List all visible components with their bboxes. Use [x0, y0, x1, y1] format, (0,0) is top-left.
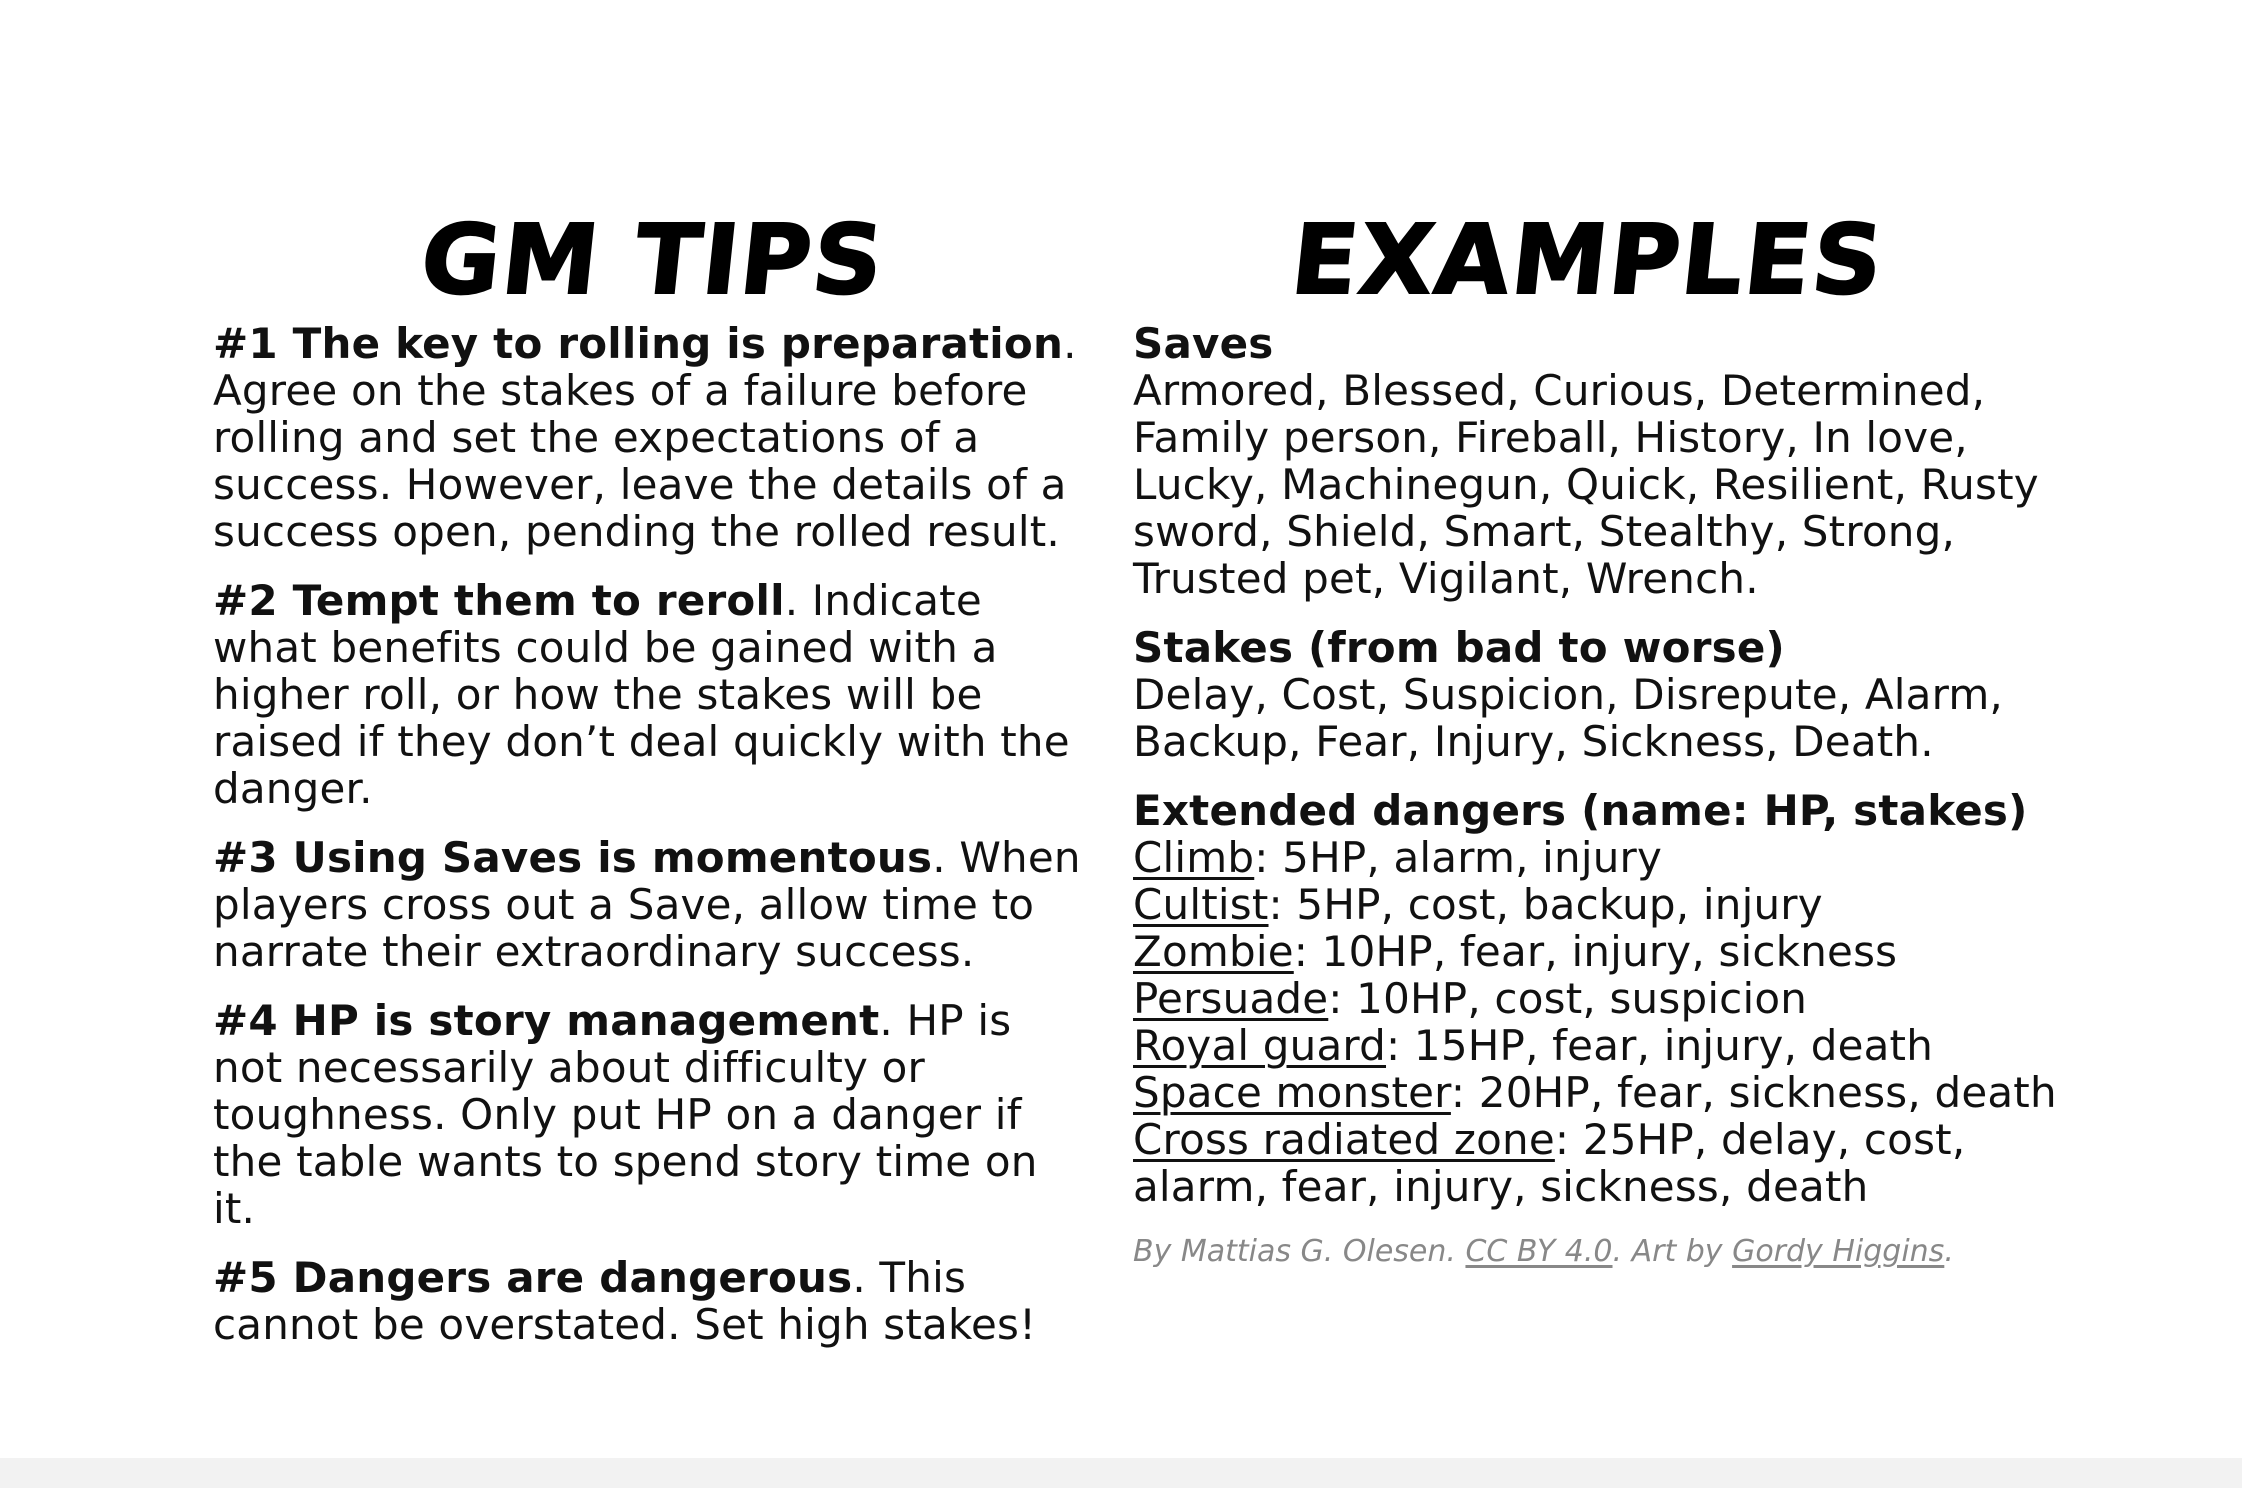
- danger-name: Cross radiated zone: [1133, 1115, 1555, 1164]
- danger-name: Climb: [1133, 833, 1255, 882]
- stakes-list: Delay, Cost, Suspicion, Disrepute, Alarm, Backup, Fear, Injury, Sickness, Death.: [1133, 670, 2003, 766]
- tip-1: [213, 320, 1093, 555]
- danger-climb: [1133, 834, 2063, 881]
- tip-4: [213, 997, 1093, 1232]
- credit-line: [1133, 1232, 2063, 1272]
- danger-space-monster: [1133, 1069, 2063, 1116]
- tip-5: [213, 1254, 1093, 1348]
- credit-suffix: .: [1944, 1234, 1954, 1269]
- saves-title: Saves: [1133, 319, 1274, 368]
- gm-tips-column: [213, 200, 1093, 1370]
- tip-body: . HP is not necessarily about difficulty or toughness. Only put HP on a danger if the table wants to spend story time on it.: [213, 996, 1038, 1233]
- danger-royal-guard: [1133, 1022, 2063, 1069]
- saves-section: [1133, 320, 2063, 602]
- stakes-title: Stakes (from bad to worse): [1133, 623, 1785, 672]
- tip-2: [213, 577, 1093, 812]
- tip-title: #4 HP is story management: [213, 996, 880, 1045]
- danger-detail: : 15HP, fear, injury, death: [1386, 1021, 1934, 1070]
- tip-body: . Indicate what benefits could be gained with a higher roll, or how the stakes will be raised if they don’t deal quickly with the danger.: [213, 576, 1070, 813]
- tip-body: . Agree on the stakes of a failure before rolling and set the expectations of a success. However, leave the details of a success open, pending the rolled result.: [213, 319, 1077, 556]
- credit-prefix: By Mattias G. Olesen.: [1133, 1234, 1466, 1269]
- danger-cultist: [1133, 881, 2063, 928]
- extended-dangers-section: [1133, 787, 2063, 1210]
- danger-detail: : 10HP, fear, injury, sickness: [1293, 927, 1898, 976]
- license-link[interactable]: CC BY 4.0: [1465, 1234, 1613, 1269]
- tip-body: . When players cross out a Save, allow time to narrate their extraordinary success.: [213, 833, 1081, 976]
- danger-detail: : 5HP, cost, backup, injury: [1268, 880, 1823, 929]
- danger-persuade: [1133, 975, 2063, 1022]
- stakes-section: [1133, 624, 2063, 765]
- tip-title: #5 Dangers are dangerous: [213, 1253, 853, 1302]
- gm-tips-heading: GM TIPS: [415, 204, 891, 316]
- examples-column: [1133, 200, 2063, 1272]
- tip-title: #2 Tempt them to reroll: [213, 576, 785, 625]
- danger-name: Cultist: [1133, 880, 1269, 929]
- danger-name: Royal guard: [1133, 1021, 1387, 1070]
- tip-3: [213, 834, 1093, 975]
- tip-body: . This cannot be overstated. Set high stakes!: [213, 1253, 1037, 1349]
- extended-dangers-title: Extended dangers (name: HP, stakes): [1133, 786, 2028, 835]
- danger-detail: : 5HP, alarm, injury: [1254, 833, 1663, 882]
- tip-title: #3 Using Saves is momentous: [213, 833, 933, 882]
- danger-detail: : 25HP, delay, cost, alarm, fear, injury, sickness, death: [1133, 1115, 1966, 1211]
- artist-link[interactable]: Gordy Higgins: [1732, 1234, 1945, 1269]
- page-bottom-strip: [0, 1458, 2242, 1488]
- saves-list: Armored, Blessed, Curious, Determined, Family person, Fireball, History, In love, Lucky, Machinegun, Quick, Resilient, Rusty sword, Shield, Smart, Stealthy, Strong, Trusted pet, Vigilant, Wrench.: [1133, 366, 2039, 603]
- danger-cross-radiated-zone: [1133, 1116, 2063, 1210]
- examples-heading: EXAMPLES: [1286, 204, 1890, 316]
- tip-title: #1 The key to rolling is preparation: [213, 319, 1064, 368]
- danger-name: Zombie: [1133, 927, 1294, 976]
- danger-name: Space monster: [1133, 1068, 1451, 1117]
- danger-zombie: [1133, 928, 2063, 975]
- danger-name: Persuade: [1133, 974, 1329, 1023]
- danger-detail: : 20HP, fear, sickness, death: [1450, 1068, 2057, 1117]
- danger-detail: : 10HP, cost, suspicion: [1328, 974, 1808, 1023]
- credit-middle: . Art by: [1612, 1234, 1733, 1269]
